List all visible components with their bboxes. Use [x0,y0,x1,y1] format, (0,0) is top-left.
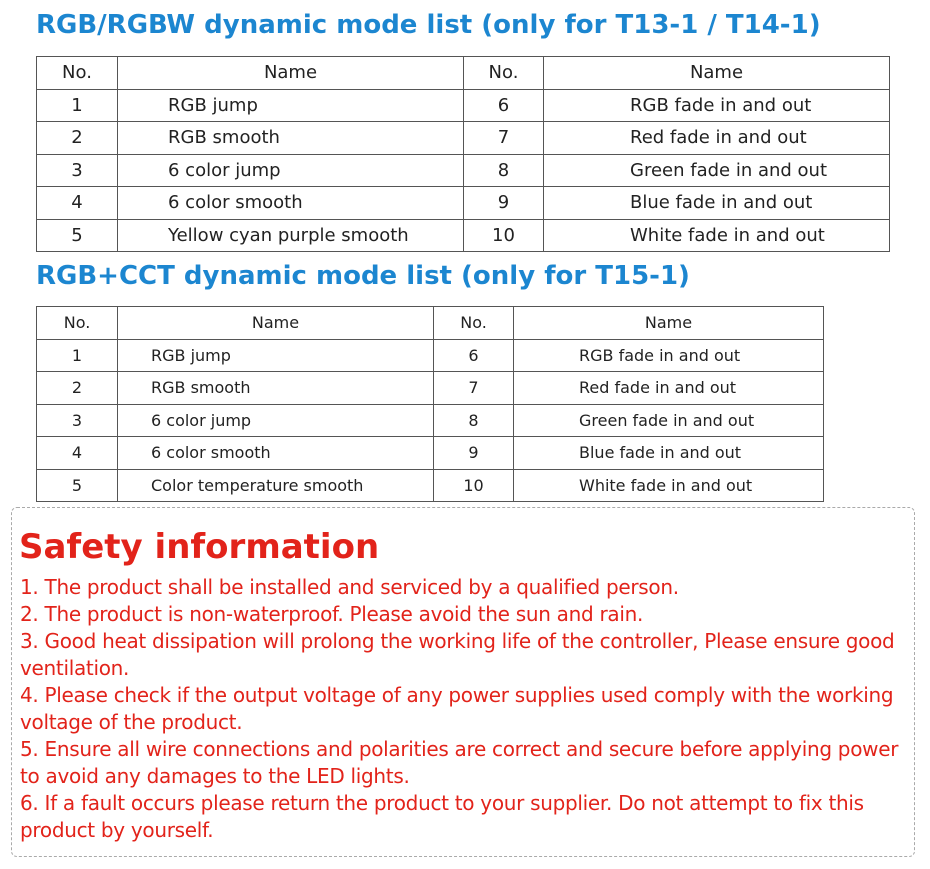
mode-number: 4 [37,437,118,470]
mode-number: 4 [37,187,118,220]
header-no: No. [37,307,118,340]
mode-name: 6 color jump [118,404,434,437]
mode-name: RGB jump [118,339,434,372]
safety-item: 4. Please check if the output voltage of any power supplies used comply with the working voltage of the product. [20,683,894,734]
table-row [37,154,890,187]
mode-name: 6 color smooth [118,437,434,470]
mode-number: 5 [37,219,118,252]
header-no: No. [434,307,514,340]
header-no: No. [37,57,118,90]
mode-number: 2 [37,122,118,155]
table-row [37,89,890,122]
mode-name: RGB fade in and out [514,339,824,372]
mode-name: RGB smooth [118,372,434,405]
cct-mode-table [36,306,824,502]
safety-item: 2. The product is non-waterproof. Please avoid the sun and rain. [20,602,644,626]
header-name: Name [514,307,824,340]
header-name: Name [118,57,464,90]
mode-name: Green fade in and out [514,404,824,437]
table-row [37,187,890,220]
table-row [37,339,824,372]
safety-item: 5. Ensure all wire connections and polarities are correct and secure before applying power to avoid any damages to the LED lights. [20,737,899,788]
safety-item: 1. The product shall be installed and serviced by a qualified person. [20,575,679,599]
mode-number: 5 [37,469,118,502]
rgb-mode-table [36,56,890,252]
table-row [37,122,890,155]
mode-name: Red fade in and out [514,372,824,405]
mode-name: 6 color smooth [118,187,464,220]
mode-number: 6 [434,339,514,372]
mode-name: Yellow cyan purple smooth [118,219,464,252]
mode-number: 2 [37,372,118,405]
table-row [37,219,890,252]
rgb-mode-list-title: RGB/RGBW dynamic mode list (only for T13-1 / T14-1) [36,10,821,40]
header-no: No. [464,57,544,90]
mode-name: Blue fade in and out [514,437,824,470]
mode-name: White fade in and out [544,219,890,252]
table-row [37,404,824,437]
mode-name: White fade in and out [514,469,824,502]
mode-number: 1 [37,89,118,122]
header-name: Name [118,307,434,340]
mode-number: 6 [464,89,544,122]
table-row [37,372,824,405]
mode-number: 8 [434,404,514,437]
mode-name: Blue fade in and out [544,187,890,220]
mode-number: 3 [37,154,118,187]
mode-name: 6 color jump [118,154,464,187]
mode-number: 8 [464,154,544,187]
mode-number: 3 [37,404,118,437]
safety-list [20,574,906,844]
table-header-row [37,57,890,90]
table-row [37,437,824,470]
mode-name: RGB fade in and out [544,89,890,122]
mode-number: 1 [37,339,118,372]
mode-name: Color temperature smooth [118,469,434,502]
mode-name: RGB smooth [118,122,464,155]
table-row [37,469,824,502]
cct-mode-list-title: RGB+CCT dynamic mode list (only for T15-1) [36,261,690,291]
mode-name: Red fade in and out [544,122,890,155]
mode-name: RGB jump [118,89,464,122]
mode-number: 7 [464,122,544,155]
safety-item: 6. If a fault occurs please return the product to your supplier. Do not attempt to fix this product by yourself. [20,791,864,842]
mode-number: 9 [464,187,544,220]
safety-item: 3. Good heat dissipation will prolong the working life of the controller, Please ensure good ventilation. [20,629,895,680]
mode-name: Green fade in and out [544,154,890,187]
mode-number: 10 [464,219,544,252]
header-name: Name [544,57,890,90]
table-header-row [37,307,824,340]
mode-number: 9 [434,437,514,470]
safety-title: Safety information [19,527,380,567]
mode-number: 7 [434,372,514,405]
mode-number: 10 [434,469,514,502]
